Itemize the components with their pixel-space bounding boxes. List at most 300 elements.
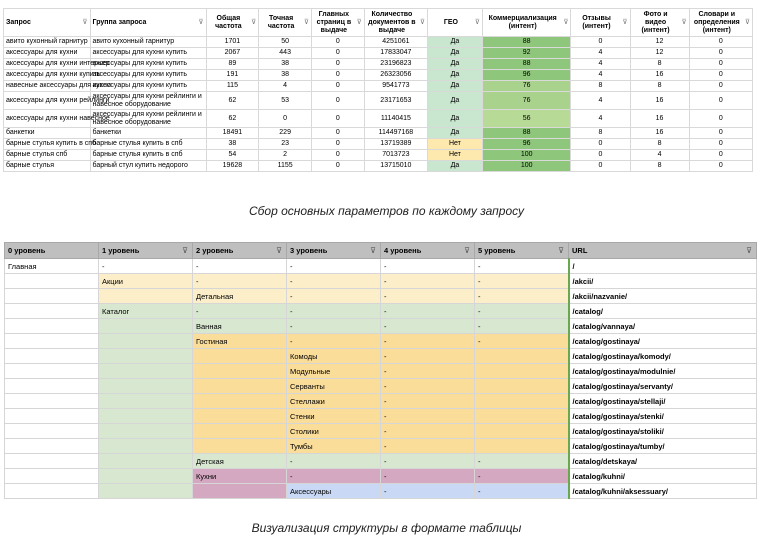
cell-photo-video[interactable]: 8 [630,161,689,172]
cell-level-0[interactable] [5,424,99,439]
cell-url[interactable]: /catalog/gostinaya/modulnie/ [569,364,757,379]
cell-level-4[interactable]: - [381,409,475,424]
cell-group[interactable]: аксессуары для кухни купить [90,48,206,59]
table-row [5,484,757,499]
cell-exact-freq[interactable]: 1155 [259,161,312,172]
cell-level-0[interactable] [5,379,99,394]
filter-icon[interactable]: ⊽ [182,246,188,255]
cell-commerce[interactable]: 96 [482,139,571,150]
cell-level-2[interactable]: - [193,259,287,274]
cell-level-2[interactable]: Ванная [193,319,287,334]
cell-level-0[interactable] [5,484,99,499]
keyword-params-table [3,8,753,172]
col-header-group[interactable]: Группа запроса ⊽ [90,9,206,37]
cell-level-0[interactable] [5,454,99,469]
cell-level-3[interactable]: Комоды [287,349,381,364]
cell-url[interactable]: /catalog/detskaya/ [569,454,757,469]
cell-level-0[interactable] [5,349,99,364]
cell-level-2[interactable] [193,394,287,409]
filter-icon[interactable]: ⊽ [198,19,204,26]
cell-photo-video[interactable]: 4 [630,150,689,161]
cell-doc-count[interactable]: 13715010 [364,161,427,172]
table-row [4,37,753,48]
cell-level-4[interactable]: - [381,274,475,289]
col-header-level-2[interactable]: 2 уровень ⊽ [193,243,287,259]
cell-level-2[interactable] [193,424,287,439]
cell-group[interactable]: аксессуары для кухни рейлинги и навесное оборудование [90,110,206,128]
col-header-reviews[interactable]: Отзывы (интент) ⊽ [571,9,630,37]
cell-level-2[interactable] [193,439,287,454]
cell-doc-count[interactable]: 11140415 [364,110,427,128]
table-row [5,259,757,274]
table-row [5,409,757,424]
cell-main-pages[interactable]: 0 [312,139,365,150]
cell-reviews[interactable]: 4 [571,70,630,81]
cell-level-0[interactable] [5,364,99,379]
cell-query[interactable]: авито кухонный гарнитур [4,37,91,48]
filter-icon[interactable]: ⊽ [464,246,470,255]
cell-level-3[interactable]: Стеллажи [287,394,381,409]
cell-group[interactable]: аксессуары для кухни купить [90,70,206,81]
cell-photo-video[interactable]: 12 [630,48,689,59]
cell-level-3[interactable]: Серванты [287,379,381,394]
cell-level-0[interactable] [5,439,99,454]
cell-level-5[interactable] [475,394,569,409]
cell-url[interactable]: /catalog/kuhni/aksessuary/ [569,484,757,499]
cell-main-pages[interactable]: 0 [312,37,365,48]
cell-dictionaries[interactable]: 0 [689,161,752,172]
cell-level-1[interactable]: - [99,259,193,274]
cell-photo-video[interactable]: 8 [630,59,689,70]
cell-commerce[interactable]: 88 [482,59,571,70]
cell-level-5[interactable]: - [475,454,569,469]
cell-level-4[interactable]: - [381,454,475,469]
cell-main-pages[interactable]: 0 [312,150,365,161]
cell-level-5[interactable] [475,409,569,424]
cell-reviews[interactable]: 4 [571,59,630,70]
table-row [4,70,753,81]
col-header-main-pages[interactable]: Главных страниц в выдаче ⊽ [312,9,365,37]
filter-icon[interactable]: ⊽ [419,19,426,26]
cell-url[interactable]: /akcii/ [569,274,757,289]
cell-group[interactable]: аксессуары для кухни купить [90,81,206,92]
cell-query[interactable]: барные стулья купить в спб [4,139,91,150]
cell-commerce[interactable]: 88 [482,128,571,139]
cell-dictionaries[interactable]: 0 [689,81,752,92]
cell-main-pages[interactable]: 0 [312,110,365,128]
col-header-commerce[interactable]: Коммерциализация (интент) ⊽ [482,9,571,37]
cell-level-2[interactable]: - [193,304,287,319]
cell-reviews[interactable]: 4 [571,92,630,110]
col-header-level-3[interactable]: 3 уровень ⊽ [287,243,381,259]
filter-icon[interactable]: ⊽ [356,19,362,26]
cell-level-4[interactable]: - [381,304,475,319]
caption-params: Сбор основных параметров по каждому запросу [248,204,524,218]
cell-doc-count[interactable]: 13719389 [364,139,427,150]
cell-level-1[interactable] [99,349,193,364]
cell-level-0[interactable] [5,319,99,334]
filter-icon[interactable]: ⊽ [370,246,376,255]
cell-url[interactable]: /akcii/nazvanie/ [569,289,757,304]
table-row [5,424,757,439]
cell-exact-freq[interactable]: 443 [259,48,312,59]
cell-level-3[interactable]: - [287,469,381,484]
cell-level-5[interactable]: - [475,484,569,499]
cell-level-5[interactable]: - [475,259,569,274]
cell-dictionaries[interactable]: 0 [689,70,752,81]
cell-url[interactable]: /catalog/gostinaya/komody/ [569,349,757,364]
table-row [4,128,753,139]
cell-total-freq[interactable]: 19628 [206,161,259,172]
cell-query[interactable]: банкетки [4,128,91,139]
cell-reviews[interactable]: 4 [571,48,630,59]
cell-doc-count[interactable]: 7013723 [364,150,427,161]
cell-main-pages[interactable]: 0 [312,59,365,70]
cell-level-1[interactable] [99,364,193,379]
cell-level-1[interactable] [99,424,193,439]
cell-dictionaries[interactable]: 0 [689,139,752,150]
cell-photo-video[interactable]: 16 [630,128,689,139]
cell-url[interactable]: /catalog/ [569,304,757,319]
cell-level-3[interactable]: - [287,304,381,319]
cell-doc-count[interactable]: 4251061 [364,37,427,48]
filter-icon[interactable]: ⊽ [622,19,628,26]
table-row [4,161,753,172]
cell-commerce[interactable]: 92 [482,48,571,59]
cell-level-0[interactable] [5,304,99,319]
filter-icon[interactable]: ⊽ [746,246,752,255]
cell-total-freq[interactable]: 62 [206,92,259,110]
cell-level-1[interactable] [99,469,193,484]
cell-query[interactable]: аксессуары для кухни интерьер [4,59,91,70]
cell-group[interactable]: барные стулья купить в спб [90,150,206,161]
cell-doc-count[interactable]: 114497168 [364,128,427,139]
cell-reviews[interactable]: 0 [571,139,630,150]
header-row [4,9,753,37]
cell-url[interactable]: /catalog/gostinaya/servanty/ [569,379,757,394]
cell-commerce[interactable]: 76 [482,81,571,92]
filter-icon[interactable]: ⊽ [563,19,569,26]
cell-dictionaries[interactable]: 0 [689,128,752,139]
cell-level-5[interactable]: - [475,319,569,334]
cell-doc-count[interactable]: 23171653 [364,92,427,110]
table-row [4,48,753,59]
cell-total-freq[interactable]: 115 [206,81,259,92]
cell-level-3[interactable]: Столики [287,424,381,439]
cell-total-freq[interactable]: 18491 [206,128,259,139]
table-row [4,59,753,70]
cell-level-1[interactable] [99,334,193,349]
cell-geo[interactable]: Да [428,110,483,128]
cell-exact-freq[interactable]: 23 [259,139,312,150]
cell-level-1[interactable]: Акции [99,274,193,289]
cell-commerce[interactable]: 100 [482,150,571,161]
cell-level-5[interactable]: - [475,334,569,349]
cell-geo[interactable]: Да [428,48,483,59]
col-header-total-freq[interactable]: Общая частота ⊽ [206,9,259,37]
table-row [5,274,757,289]
col-header-exact-freq[interactable]: Точная частота ⊽ [259,9,312,37]
cell-photo-video[interactable]: 16 [630,70,689,81]
cell-level-3[interactable]: Стенки [287,409,381,424]
cell-level-1[interactable] [99,484,193,499]
cell-level-4[interactable]: - [381,319,475,334]
table-row [5,364,757,379]
cell-level-5[interactable] [475,364,569,379]
cell-level-1[interactable] [99,379,193,394]
cell-level-5[interactable]: - [475,274,569,289]
cell-exact-freq[interactable]: 50 [259,37,312,48]
cell-level-4[interactable]: - [381,349,475,364]
table-row [5,439,757,454]
filter-icon[interactable]: ⊽ [681,19,687,26]
caption-structure: Визуализация структуры в формате таблицы [251,521,522,535]
cell-level-5[interactable]: - [475,289,569,304]
cell-dictionaries[interactable]: 0 [689,59,752,70]
cell-url[interactable]: /catalog/kuhni/ [569,469,757,484]
table-row [5,349,757,364]
cell-level-1[interactable] [99,394,193,409]
table-row [5,304,757,319]
col-header-level-1[interactable]: 1 уровень ⊽ [99,243,193,259]
cell-group[interactable]: аксессуары для кухни купить [90,59,206,70]
cell-level-1[interactable] [99,454,193,469]
cell-doc-count[interactable]: 23196823 [364,59,427,70]
cell-reviews[interactable]: 0 [571,37,630,48]
cell-geo[interactable]: Нет [428,139,483,150]
cell-level-0[interactable]: Главная [5,259,99,274]
cell-geo[interactable]: Да [428,81,483,92]
cell-total-freq[interactable]: 62 [206,110,259,128]
table-row [5,379,757,394]
cell-level-0[interactable] [5,394,99,409]
table-row [5,319,757,334]
cell-query[interactable]: барные стулья спб [4,150,91,161]
cell-level-5[interactable]: - [475,304,569,319]
cell-total-freq[interactable]: 191 [206,70,259,81]
site-structure-table [4,242,757,499]
table-row [5,394,757,409]
col-header-url[interactable]: URL ⊽ [569,243,757,259]
cell-level-4[interactable]: - [381,484,475,499]
cell-photo-video[interactable]: 16 [630,110,689,128]
cell-geo[interactable]: Да [428,92,483,110]
cell-geo[interactable]: Да [428,37,483,48]
cell-level-1[interactable] [99,409,193,424]
cell-reviews[interactable]: 0 [571,161,630,172]
filter-icon[interactable]: ⊽ [82,19,88,26]
cell-geo[interactable]: Да [428,70,483,81]
cell-level-4[interactable]: - [381,259,475,274]
cell-level-4[interactable]: - [381,469,475,484]
cell-level-0[interactable] [5,334,99,349]
cell-reviews[interactable]: 0 [571,150,630,161]
cell-level-4[interactable]: - [381,424,475,439]
cell-reviews[interactable]: 4 [571,110,630,128]
cell-level-3[interactable]: Тумбы [287,439,381,454]
cell-commerce[interactable]: 88 [482,37,571,48]
cell-main-pages[interactable]: 0 [312,81,365,92]
table-row [4,92,753,110]
cell-level-2[interactable] [193,379,287,394]
cell-doc-count[interactable]: 9541773 [364,81,427,92]
cell-level-4[interactable]: - [381,364,475,379]
cell-doc-count[interactable]: 26323056 [364,70,427,81]
cell-level-2[interactable]: Гостиная [193,334,287,349]
cell-query[interactable]: аксессуары для кухни навесное [4,110,91,128]
table-row [5,289,757,304]
cell-level-1[interactable] [99,439,193,454]
cell-level-2[interactable]: Детская [193,454,287,469]
cell-commerce[interactable]: 96 [482,70,571,81]
cell-level-5[interactable] [475,424,569,439]
filter-icon[interactable]: ⊽ [474,19,480,26]
cell-level-2[interactable] [193,364,287,379]
cell-dictionaries[interactable]: 0 [689,110,752,128]
cell-doc-count[interactable]: 17833047 [364,48,427,59]
col-header-level-4[interactable]: 4 уровень ⊽ [381,243,475,259]
cell-group[interactable]: барные стулья купить в спб [90,139,206,150]
cell-group[interactable]: барный стул купить недорого [90,161,206,172]
cell-exact-freq[interactable]: 2 [259,150,312,161]
cell-level-2[interactable]: Детальная [193,289,287,304]
table-row [4,110,753,128]
cell-level-3[interactable]: Модульные [287,364,381,379]
cell-dictionaries[interactable]: 0 [689,150,752,161]
cell-total-freq[interactable]: 1701 [206,37,259,48]
cell-level-5[interactable] [475,379,569,394]
cell-main-pages[interactable]: 0 [312,92,365,110]
cell-exact-freq[interactable]: 38 [259,59,312,70]
cell-url[interactable]: / [569,259,757,274]
cell-query[interactable]: аксессуары для кухни рейлинги [4,92,91,110]
cell-level-1[interactable] [99,319,193,334]
cell-dictionaries[interactable]: 0 [689,37,752,48]
col-header-level-0[interactable]: 0 уровень [5,243,99,259]
cell-reviews[interactable]: 8 [571,81,630,92]
table-row [5,454,757,469]
cell-dictionaries[interactable]: 0 [689,48,752,59]
col-header-query[interactable]: Запрос ⊽ [4,9,91,37]
col-header-level-5[interactable]: 5 уровень ⊽ [475,243,569,259]
header-row [5,243,757,259]
filter-icon[interactable]: ⊽ [558,246,564,255]
cell-dictionaries[interactable]: 0 [689,92,752,110]
cell-total-freq[interactable]: 38 [206,139,259,150]
cell-level-3[interactable]: - [287,289,381,304]
cell-commerce[interactable]: 100 [482,161,571,172]
cell-exact-freq[interactable]: 229 [259,128,312,139]
cell-geo[interactable]: Да [428,128,483,139]
cell-query[interactable]: аксессуары для кухни купить [4,70,91,81]
cell-group[interactable]: аксессуары для кухни рейлинги и навесное оборудование [90,92,206,110]
cell-level-2[interactable] [193,484,287,499]
cell-query[interactable]: барные стулья [4,161,91,172]
cell-level-2[interactable] [193,349,287,364]
cell-url[interactable]: /catalog/gostinaya/ [569,334,757,349]
cell-url[interactable]: /catalog/gostinaya/tumby/ [569,439,757,454]
cell-url[interactable]: /catalog/gostinaya/stenki/ [569,409,757,424]
cell-main-pages[interactable]: 0 [312,70,365,81]
cell-level-3[interactable]: Аксессуары [287,484,381,499]
filter-icon[interactable]: ⊽ [303,19,309,26]
cell-level-3[interactable]: - [287,319,381,334]
cell-exact-freq[interactable]: 38 [259,70,312,81]
cell-level-3[interactable]: - [287,259,381,274]
cell-photo-video[interactable]: 8 [630,81,689,92]
cell-level-4[interactable]: - [381,379,475,394]
cell-level-2[interactable]: - [193,274,287,289]
cell-level-2[interactable]: Кухни [193,469,287,484]
cell-main-pages[interactable]: 0 [312,128,365,139]
cell-level-4[interactable]: - [381,439,475,454]
table-row [4,150,753,161]
cell-total-freq[interactable]: 2067 [206,48,259,59]
col-header-geo[interactable]: ГЕО ⊽ [428,9,483,37]
filter-icon[interactable]: ⊽ [744,19,750,26]
cell-commerce[interactable]: 56 [482,110,571,128]
cell-photo-video[interactable]: 16 [630,92,689,110]
cell-level-3[interactable]: - [287,334,381,349]
cell-level-4[interactable]: - [381,334,475,349]
cell-main-pages[interactable]: 0 [312,48,365,59]
cell-query[interactable]: аксессуары для кухни [4,48,91,59]
cell-photo-video[interactable]: 12 [630,37,689,48]
cell-exact-freq[interactable]: 0 [259,110,312,128]
cell-geo[interactable]: Да [428,161,483,172]
cell-geo[interactable]: Нет [428,150,483,161]
cell-exact-freq[interactable]: 53 [259,92,312,110]
cell-total-freq[interactable]: 54 [206,150,259,161]
table-row [5,469,757,484]
cell-group[interactable]: банкетки [90,128,206,139]
table-row [4,139,753,150]
cell-level-1[interactable]: Каталог [99,304,193,319]
cell-level-0[interactable] [5,409,99,424]
table-row [5,334,757,349]
cell-exact-freq[interactable]: 4 [259,81,312,92]
col-header-photo-video[interactable]: Фото и видео (интент) ⊽ [630,9,689,37]
cell-main-pages[interactable]: 0 [312,161,365,172]
filter-icon[interactable]: ⊽ [251,19,257,26]
col-header-dictionaries[interactable]: Словари и определения (интент) ⊽ [689,9,752,37]
cell-level-0[interactable] [5,289,99,304]
filter-icon[interactable]: ⊽ [276,246,282,255]
cell-commerce[interactable]: 76 [482,92,571,110]
cell-level-4[interactable]: - [381,289,475,304]
cell-level-2[interactable] [193,409,287,424]
cell-level-4[interactable]: - [381,394,475,409]
cell-level-3[interactable]: - [287,454,381,469]
cell-level-1[interactable] [99,289,193,304]
cell-geo[interactable]: Да [428,59,483,70]
cell-photo-video[interactable]: 8 [630,139,689,150]
col-header-doc-count[interactable]: Количество документов в выдаче ⊽ [364,9,427,37]
cell-level-0[interactable] [5,274,99,289]
cell-url[interactable]: /catalog/vannaya/ [569,319,757,334]
cell-total-freq[interactable]: 89 [206,59,259,70]
cell-url[interactable]: /catalog/gostinaya/stellaji/ [569,394,757,409]
cell-level-5[interactable] [475,439,569,454]
cell-level-5[interactable]: - [475,469,569,484]
cell-url[interactable]: /catalog/gostinaya/stoliki/ [569,424,757,439]
cell-query[interactable]: навесные аксессуары для кухни [4,81,91,92]
cell-group[interactable]: авито кухонный гарнитур [90,37,206,48]
cell-level-3[interactable]: - [287,274,381,289]
cell-level-5[interactable] [475,349,569,364]
cell-reviews[interactable]: 8 [571,128,630,139]
cell-level-0[interactable] [5,469,99,484]
